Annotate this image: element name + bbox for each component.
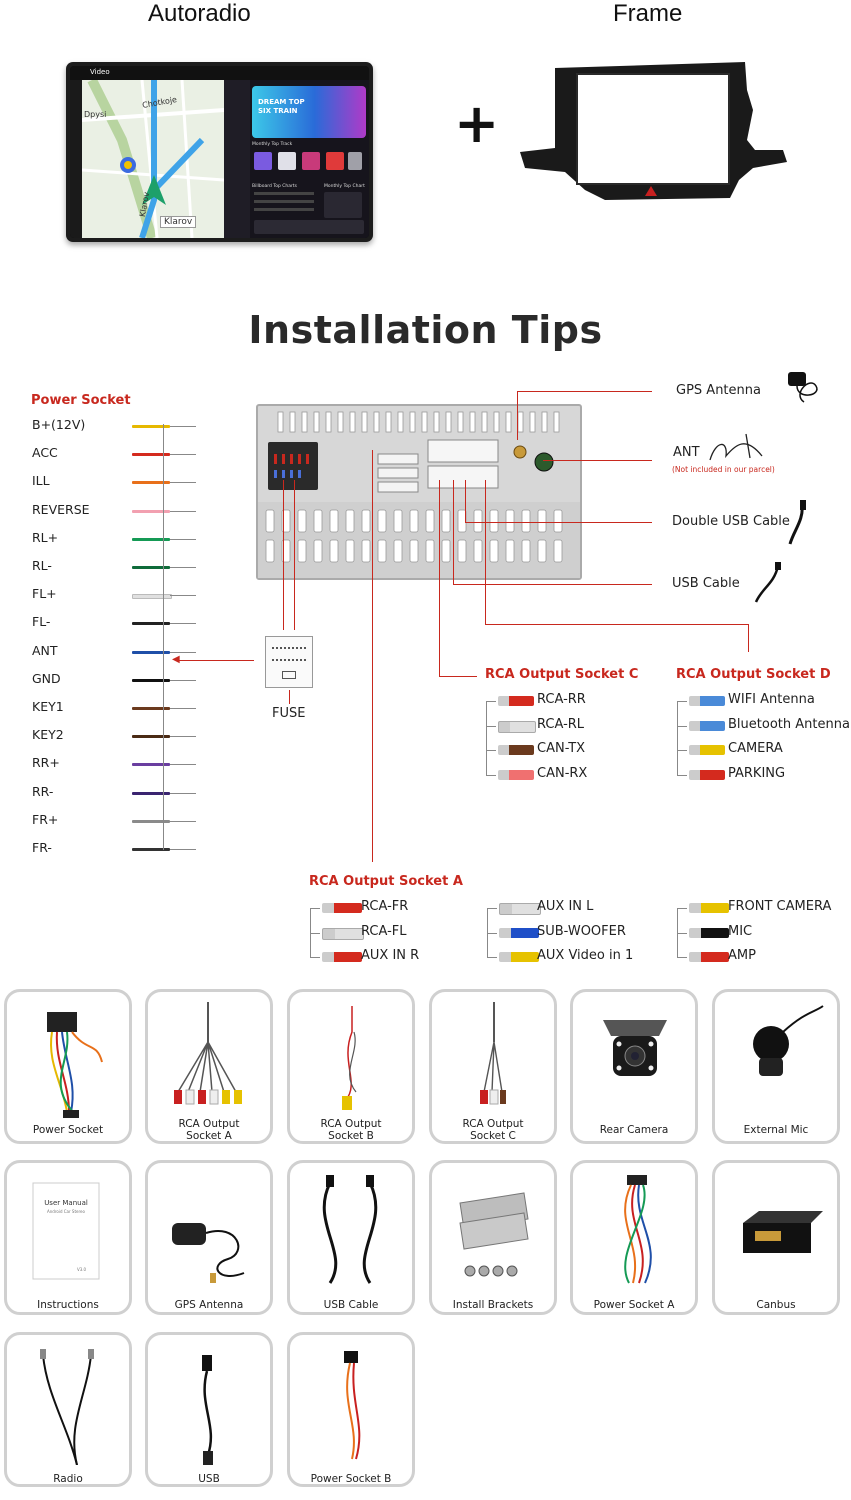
autoradio-heading: Autoradio bbox=[148, 0, 251, 27]
wire-color-swatch bbox=[132, 481, 170, 484]
power-pin-row bbox=[32, 586, 172, 606]
rca-plug-icon bbox=[322, 928, 364, 940]
rca-item-label: RCA-RR bbox=[537, 692, 586, 707]
accessory-label: RCA Output Socket A bbox=[178, 1118, 240, 1142]
gps-antenna-icon bbox=[148, 1163, 270, 1293]
accessory-card bbox=[145, 1332, 273, 1487]
power-pin-label: B+(12V) bbox=[32, 417, 86, 432]
wire-line bbox=[294, 480, 295, 630]
bracket-tick bbox=[486, 750, 496, 751]
wire-lead bbox=[170, 426, 196, 427]
power-pin-label: FL- bbox=[32, 614, 51, 630]
rca-cable-b-icon bbox=[290, 992, 412, 1122]
power-pin-row bbox=[32, 445, 172, 465]
wire-lead bbox=[170, 849, 196, 850]
rca-item-label: AMP bbox=[728, 948, 756, 963]
power-pin-label: KEY2 bbox=[32, 727, 64, 743]
rca-plug-icon bbox=[498, 696, 534, 706]
ant-label: ANT bbox=[673, 445, 700, 460]
radio-cable-icon bbox=[7, 1335, 129, 1465]
accessory-label: Power Socket B bbox=[310, 1473, 392, 1485]
bracket-line bbox=[677, 701, 678, 775]
power-pin-row bbox=[32, 502, 172, 522]
power-pin-row bbox=[32, 614, 172, 634]
rca-item-label: WIFI Antenna bbox=[728, 692, 815, 707]
rca-plug-icon bbox=[689, 928, 729, 938]
wire-color-swatch bbox=[132, 848, 170, 851]
power-pin-row bbox=[32, 755, 172, 775]
power-socket-title: Power Socket bbox=[31, 393, 131, 408]
power-pin-label: ILL bbox=[32, 473, 50, 489]
bracket-tick bbox=[487, 957, 497, 958]
rca-item-label: RCA-RL bbox=[537, 716, 585, 732]
wire-line bbox=[178, 660, 254, 661]
monthly-section-title: Monthly Top Chart bbox=[324, 184, 365, 189]
wire-lead bbox=[170, 680, 196, 681]
power-pin-label: GND bbox=[32, 670, 61, 686]
accessory-card bbox=[145, 1160, 273, 1315]
power-pin-row bbox=[32, 417, 172, 437]
power-pin-label: FR+ bbox=[32, 811, 59, 827]
bracket-tick bbox=[486, 775, 496, 776]
wire-line bbox=[453, 480, 454, 584]
rca-item-label: AUX IN L bbox=[537, 899, 594, 914]
double-usb-cable-icon bbox=[784, 500, 814, 546]
usb-adapter-icon bbox=[148, 1335, 270, 1465]
wire-lead bbox=[170, 764, 196, 765]
status-title: Video bbox=[90, 68, 110, 76]
accessory-label: GPS Antenna bbox=[174, 1299, 244, 1311]
wire-lead bbox=[170, 736, 196, 737]
chart-section-title: Billboard Top Charts bbox=[252, 184, 297, 189]
wire-line bbox=[517, 391, 518, 440]
rca-item-label: CAN-TX bbox=[537, 741, 586, 756]
map-label-2: Dpysi bbox=[84, 110, 107, 119]
bracket-tick bbox=[677, 957, 687, 958]
wire-line bbox=[485, 480, 486, 624]
autoradio-unit bbox=[66, 62, 373, 242]
rca-item-label: Bluetooth Antenna bbox=[728, 716, 850, 732]
accessory-label: External Mic bbox=[743, 1124, 809, 1136]
rca-plug-icon bbox=[499, 903, 541, 915]
wire-color-swatch bbox=[132, 707, 170, 710]
rca-item-label: AUX Video in 1 bbox=[537, 948, 634, 963]
arrow-left-icon: ◀ bbox=[172, 654, 180, 665]
banner-line-1: DREAM TOP bbox=[258, 98, 305, 106]
accessory-card bbox=[712, 989, 840, 1144]
wire-color-swatch bbox=[132, 594, 172, 599]
rca-item-label: RCA-FL bbox=[361, 923, 407, 939]
power-pin-label: FL+ bbox=[32, 586, 57, 602]
wire-color-swatch bbox=[132, 622, 170, 625]
wire-lead bbox=[170, 652, 196, 653]
bracket-line bbox=[486, 701, 487, 775]
accessory-label: Canbus bbox=[756, 1299, 796, 1311]
rca-a-title: RCA Output Socket A bbox=[309, 874, 463, 889]
wire-color-swatch bbox=[132, 735, 170, 738]
accessory-card bbox=[429, 1160, 557, 1315]
rca-item-label: CAN-RX bbox=[537, 765, 588, 781]
rca-plug-icon bbox=[689, 721, 725, 731]
wire-line bbox=[289, 690, 290, 704]
accessory-card bbox=[287, 989, 415, 1144]
rca-item-label: MIC bbox=[728, 923, 753, 939]
wire-color-swatch bbox=[132, 820, 170, 823]
rca-plug-icon bbox=[499, 928, 539, 938]
rca-item-label: PARKING bbox=[728, 765, 786, 781]
wire-color-swatch bbox=[132, 792, 170, 795]
accessory-label: Install Brackets bbox=[452, 1299, 534, 1311]
wire-lead bbox=[170, 567, 196, 568]
bracket-tick bbox=[677, 775, 687, 776]
music-panel[interactable] bbox=[224, 80, 369, 238]
wire-lead bbox=[170, 539, 196, 540]
power-pin-label: REVERSE bbox=[32, 501, 90, 517]
bracket-tick bbox=[677, 750, 687, 751]
power-pin-label: RR+ bbox=[32, 755, 60, 771]
music-section-title: Monthly Top Track bbox=[252, 142, 293, 147]
accessory-card bbox=[429, 989, 557, 1144]
rca-item-label: RCA-FR bbox=[361, 899, 409, 914]
manual-version: V3.0 bbox=[77, 1267, 87, 1272]
rca-plug-icon bbox=[498, 721, 536, 733]
wire-line bbox=[372, 450, 373, 862]
map-view[interactable] bbox=[82, 80, 224, 238]
wire-color-swatch bbox=[132, 566, 170, 569]
bracket-tick bbox=[677, 933, 687, 934]
wire-line bbox=[439, 480, 440, 676]
map-label-4: Klarov bbox=[137, 191, 152, 218]
rca-item-label: CAMERA bbox=[728, 741, 783, 756]
wire-color-swatch bbox=[132, 425, 170, 428]
wire-line bbox=[748, 624, 749, 652]
wire-line bbox=[283, 480, 284, 630]
wire-lead bbox=[170, 821, 196, 822]
gps-antenna-icon bbox=[782, 366, 826, 406]
accessory-label: USB bbox=[198, 1473, 220, 1485]
frame-heading: Frame bbox=[613, 0, 683, 27]
accessory-card bbox=[4, 1332, 132, 1487]
rca-d-title: RCA Output Socket D bbox=[676, 667, 831, 682]
ant-note: (Not included in our parcel) bbox=[672, 465, 775, 474]
power-pin-row bbox=[32, 643, 172, 663]
wire-color-swatch bbox=[132, 651, 170, 654]
manual-subtitle: Android Car Stereo bbox=[47, 1209, 85, 1214]
fuse-holder bbox=[265, 636, 313, 688]
bracket-tick bbox=[310, 933, 320, 934]
wire-lead bbox=[170, 511, 196, 512]
bracket-tick bbox=[487, 908, 497, 909]
power-socket-harness-icon bbox=[7, 992, 129, 1122]
wire-line bbox=[517, 391, 652, 392]
bracket-tick bbox=[310, 957, 320, 958]
bracket-tick bbox=[486, 701, 496, 702]
wire-line bbox=[439, 676, 477, 677]
gps-antenna-label: GPS Antenna bbox=[676, 383, 761, 398]
bracket-tick bbox=[677, 908, 687, 909]
power-pin-label: RR- bbox=[32, 783, 54, 799]
installation-tips-title: Installation Tips bbox=[248, 308, 603, 352]
wire-lead bbox=[170, 623, 196, 624]
rca-item-label: FRONT CAMERA bbox=[728, 899, 832, 914]
accessory-card bbox=[145, 989, 273, 1144]
power-socket-a-icon bbox=[573, 1163, 695, 1293]
wire-line bbox=[543, 460, 652, 461]
rca-cable-a-icon bbox=[148, 992, 270, 1122]
power-pin-label: FR- bbox=[32, 840, 52, 855]
wire-lead bbox=[170, 708, 196, 709]
accessory-card bbox=[4, 989, 132, 1144]
rca-item-label: SUB-WOOFER bbox=[537, 923, 626, 939]
rca-plug-icon bbox=[689, 903, 729, 913]
map-label-3: Klarov bbox=[160, 216, 196, 228]
wire-lead bbox=[170, 482, 196, 483]
map-label-1: Chotkoje bbox=[141, 95, 178, 110]
power-pin-row bbox=[32, 473, 172, 493]
pin-bus-line bbox=[163, 424, 164, 850]
power-pin-row bbox=[32, 840, 172, 860]
power-pin-label: RL- bbox=[32, 558, 52, 573]
wire-line bbox=[465, 522, 652, 523]
wire-color-swatch bbox=[132, 538, 170, 541]
accessory-card bbox=[4, 1160, 132, 1315]
bracket-tick bbox=[677, 726, 687, 727]
power-pin-row bbox=[32, 671, 172, 691]
usb-cable-icon bbox=[290, 1163, 412, 1293]
accessory-card bbox=[287, 1332, 415, 1487]
usb-cable-label: USB Cable bbox=[672, 576, 740, 591]
rca-c-title: RCA Output Socket C bbox=[485, 667, 639, 682]
accessory-label: Instructions bbox=[37, 1299, 99, 1311]
rca-item-label: AUX IN R bbox=[361, 948, 420, 963]
accessory-label: RCA Output Socket B bbox=[320, 1118, 382, 1142]
accessory-label: Power Socket A bbox=[593, 1299, 675, 1311]
power-pin-row bbox=[32, 727, 172, 747]
wire-line bbox=[485, 624, 749, 625]
brackets-icon bbox=[432, 1163, 554, 1293]
rca-plug-icon bbox=[322, 903, 362, 913]
bracket-tick bbox=[487, 933, 497, 934]
power-pin-label: ANT bbox=[32, 642, 58, 658]
head-unit-rear bbox=[256, 404, 582, 580]
wire-color-swatch bbox=[132, 510, 170, 513]
accessory-card bbox=[570, 989, 698, 1144]
power-pin-row bbox=[32, 812, 172, 832]
double-usb-label: Double USB Cable bbox=[672, 514, 790, 529]
accessory-card bbox=[570, 1160, 698, 1315]
bracket-tick bbox=[486, 726, 496, 727]
power-pin-row bbox=[32, 530, 172, 550]
rca-plug-icon bbox=[322, 952, 362, 962]
accessory-label: RCA Output Socket C bbox=[462, 1118, 524, 1142]
accessory-label: Radio bbox=[53, 1473, 83, 1485]
wire-line bbox=[465, 480, 466, 522]
accessory-label: USB Cable bbox=[323, 1299, 379, 1311]
bracket-tick bbox=[677, 701, 687, 702]
rca-plug-icon bbox=[498, 745, 534, 755]
wire-color-swatch bbox=[132, 679, 170, 682]
accessory-label: Rear Camera bbox=[599, 1124, 669, 1136]
power-socket-b-icon bbox=[290, 1335, 412, 1465]
antenna-cable-icon bbox=[706, 430, 766, 466]
canbus-box-icon bbox=[715, 1163, 837, 1293]
user-manual-icon bbox=[7, 1163, 129, 1293]
fuse-label: FUSE bbox=[272, 706, 306, 721]
rca-plug-icon bbox=[689, 696, 725, 706]
accessory-label: Power Socket bbox=[32, 1124, 104, 1136]
plus-sign: + bbox=[454, 92, 500, 155]
accessory-card bbox=[712, 1160, 840, 1315]
rca-cable-c-icon bbox=[432, 992, 554, 1122]
power-pin-row bbox=[32, 558, 172, 578]
rca-plug-icon bbox=[498, 770, 534, 780]
wire-line bbox=[453, 584, 652, 585]
usb-cable-icon bbox=[750, 562, 786, 604]
rca-plug-icon bbox=[689, 952, 729, 962]
power-pin-label: KEY1 bbox=[32, 699, 64, 714]
rca-plug-icon bbox=[689, 770, 725, 780]
accessory-card bbox=[287, 1160, 415, 1315]
power-pin-row bbox=[32, 784, 172, 804]
wire-lead bbox=[170, 793, 196, 794]
rca-plug-icon bbox=[499, 952, 539, 962]
rca-plug-icon bbox=[689, 745, 725, 755]
manual-title: User Manual bbox=[44, 1199, 88, 1207]
power-pin-row bbox=[32, 699, 172, 719]
wire-color-swatch bbox=[132, 453, 170, 456]
banner-line-2: SIX TRAIN bbox=[258, 107, 298, 115]
microphone-icon bbox=[715, 992, 837, 1122]
bracket-tick bbox=[310, 908, 320, 909]
power-pin-label: ACC bbox=[32, 445, 58, 461]
rear-camera-icon bbox=[573, 992, 695, 1122]
wire-color-swatch bbox=[132, 763, 170, 766]
wire-lead bbox=[170, 595, 196, 596]
power-pin-label: RL+ bbox=[32, 529, 59, 545]
wire-lead bbox=[170, 454, 196, 455]
frame-bezel bbox=[515, 50, 790, 210]
